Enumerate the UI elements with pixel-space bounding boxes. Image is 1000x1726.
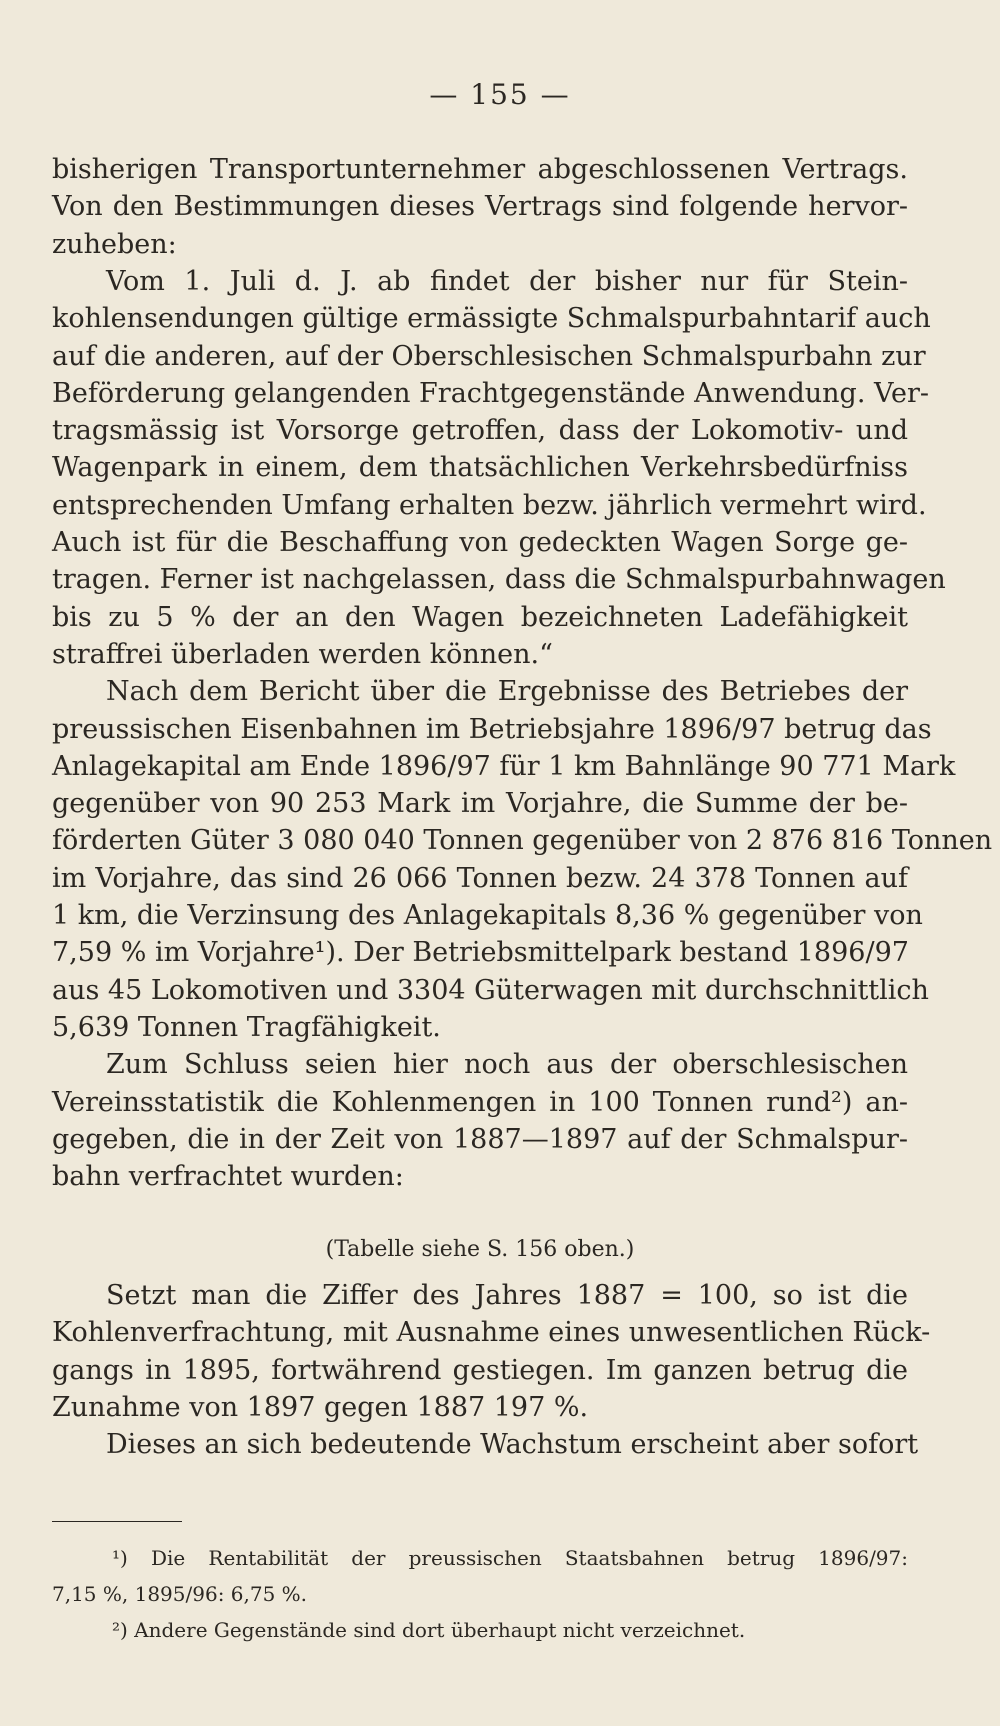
text-line: straffrei überladen werden können.“ bbox=[52, 638, 553, 670]
text-line: 5,639 Tonnen Tragfähigkeit. bbox=[52, 1011, 441, 1043]
text-line: tragsmässig ist Vorsorge getroffen, dass der Lokomotiv- und bbox=[52, 415, 908, 447]
text-line: im Vorjahre, das sind 26 066 Tonnen bezw. 24 378 Tonnen auf bbox=[52, 862, 908, 894]
text-line: auf die anderen, auf der Oberschlesischen Schmalspurbahn zur bbox=[52, 340, 926, 372]
footnote-separator bbox=[52, 1521, 182, 1522]
text-line: tragen. Ferner ist nachgelassen, dass die Schmalspurbahnwagen bbox=[52, 564, 946, 596]
text-line: Wagenpark in einem, dem thatsächlichen Verkehrsbedürfniss bbox=[52, 452, 908, 484]
table-reference-note: (Tabelle siehe S. 156 oben.) bbox=[325, 1237, 635, 1262]
text-line: Vereinsstatistik die Kohlenmengen in 100 Tonnen rund²) an- bbox=[52, 1086, 908, 1118]
text-line: Kohlenverfrachtung, mit Ausnahme eines unwesentlichen Rück- bbox=[52, 1317, 931, 1349]
text-line: gangs in 1895, fortwährend gestiegen. Im ganzen betrug die bbox=[52, 1354, 908, 1386]
text-line: förderten Güter 3 080 040 Tonnen gegenüber von 2 876 816 Tonnen bbox=[52, 825, 993, 857]
text-line: zuheben: bbox=[52, 228, 177, 260]
text-line: Zunahme von 1897 gegen 1887 197 %. bbox=[52, 1391, 589, 1423]
text-line: aus 45 Lokomotiven und 3304 Güterwagen mit durchschnittlich bbox=[52, 974, 929, 1006]
text-line: Anlagekapital am Ende 1896/97 für 1 km Bahnlänge 90 771 Mark bbox=[52, 750, 956, 782]
text-line: Auch ist für die Beschaffung von gedeckten Wagen Sorge ge- bbox=[52, 527, 908, 558]
footnote-1-line-1: ¹) Die Rentabilität der preussischen Staatsbahnen betrug 1896/97: bbox=[112, 1546, 908, 1570]
text-line: bis zu 5 % der an den Wagen bezeichneten Ladefähigkeit bbox=[52, 601, 908, 633]
footnote-1-line-2: 7,15 %, 1895/96: 6,75 %. bbox=[52, 1582, 308, 1606]
text-line: 7,59 % im Vorjahre¹). Der Betriebsmittelpark bestand 1896/97 bbox=[52, 937, 909, 969]
text-line: Nach dem Bericht über die Ergebnisse des Betriebes der bbox=[106, 676, 908, 708]
text-line: Zum Schluss seien hier noch aus der oberschlesischen bbox=[106, 1049, 908, 1081]
text-line: Setzt man die Ziffer des Jahres 1887 = 100, so ist die bbox=[106, 1280, 908, 1311]
text-line: 1 km, die Verzinsung des Anlagekapitals 8,36 % gegenüber von bbox=[52, 900, 923, 931]
text-line: kohlensendungen gültige ermässigte Schmalspurbahntarif auch bbox=[52, 303, 931, 335]
text-line: preussischen Eisenbahnen im Betriebsjahre 1896/97 betrug das bbox=[52, 713, 932, 745]
text-line: Dieses an sich bedeutende Wachstum erscheint aber sofort bbox=[106, 1429, 919, 1461]
page-number: — 155 — bbox=[429, 78, 571, 111]
text-line: bahn verfrachtet wurden: bbox=[52, 1161, 404, 1193]
footnote-2: ²) Andere Gegenstände sind dort überhaupt nicht verzeichnet. bbox=[112, 1618, 746, 1642]
text-line: gegeben, die in der Zeit von 1887—1897 auf der Schmalspur- bbox=[52, 1123, 908, 1155]
text-line: bisherigen Transportunternehmer abgeschlossenen Vertrags. bbox=[52, 154, 908, 185]
text-line: entsprechenden Umfang erhalten bezw. jährlich vermehrt wird. bbox=[52, 489, 927, 521]
text-line: Von den Bestimmungen dieses Vertrags sind folgende hervor- bbox=[52, 191, 908, 223]
text-line: gegenüber von 90 253 Mark im Vorjahre, die Summe der be- bbox=[52, 788, 908, 820]
text-line: Vom 1. Juli d. J. ab findet der bisher nur für Stein- bbox=[106, 265, 908, 297]
text-line: Beförderung gelangenden Frachtgegenstände Anwendung. Ver- bbox=[52, 377, 930, 409]
